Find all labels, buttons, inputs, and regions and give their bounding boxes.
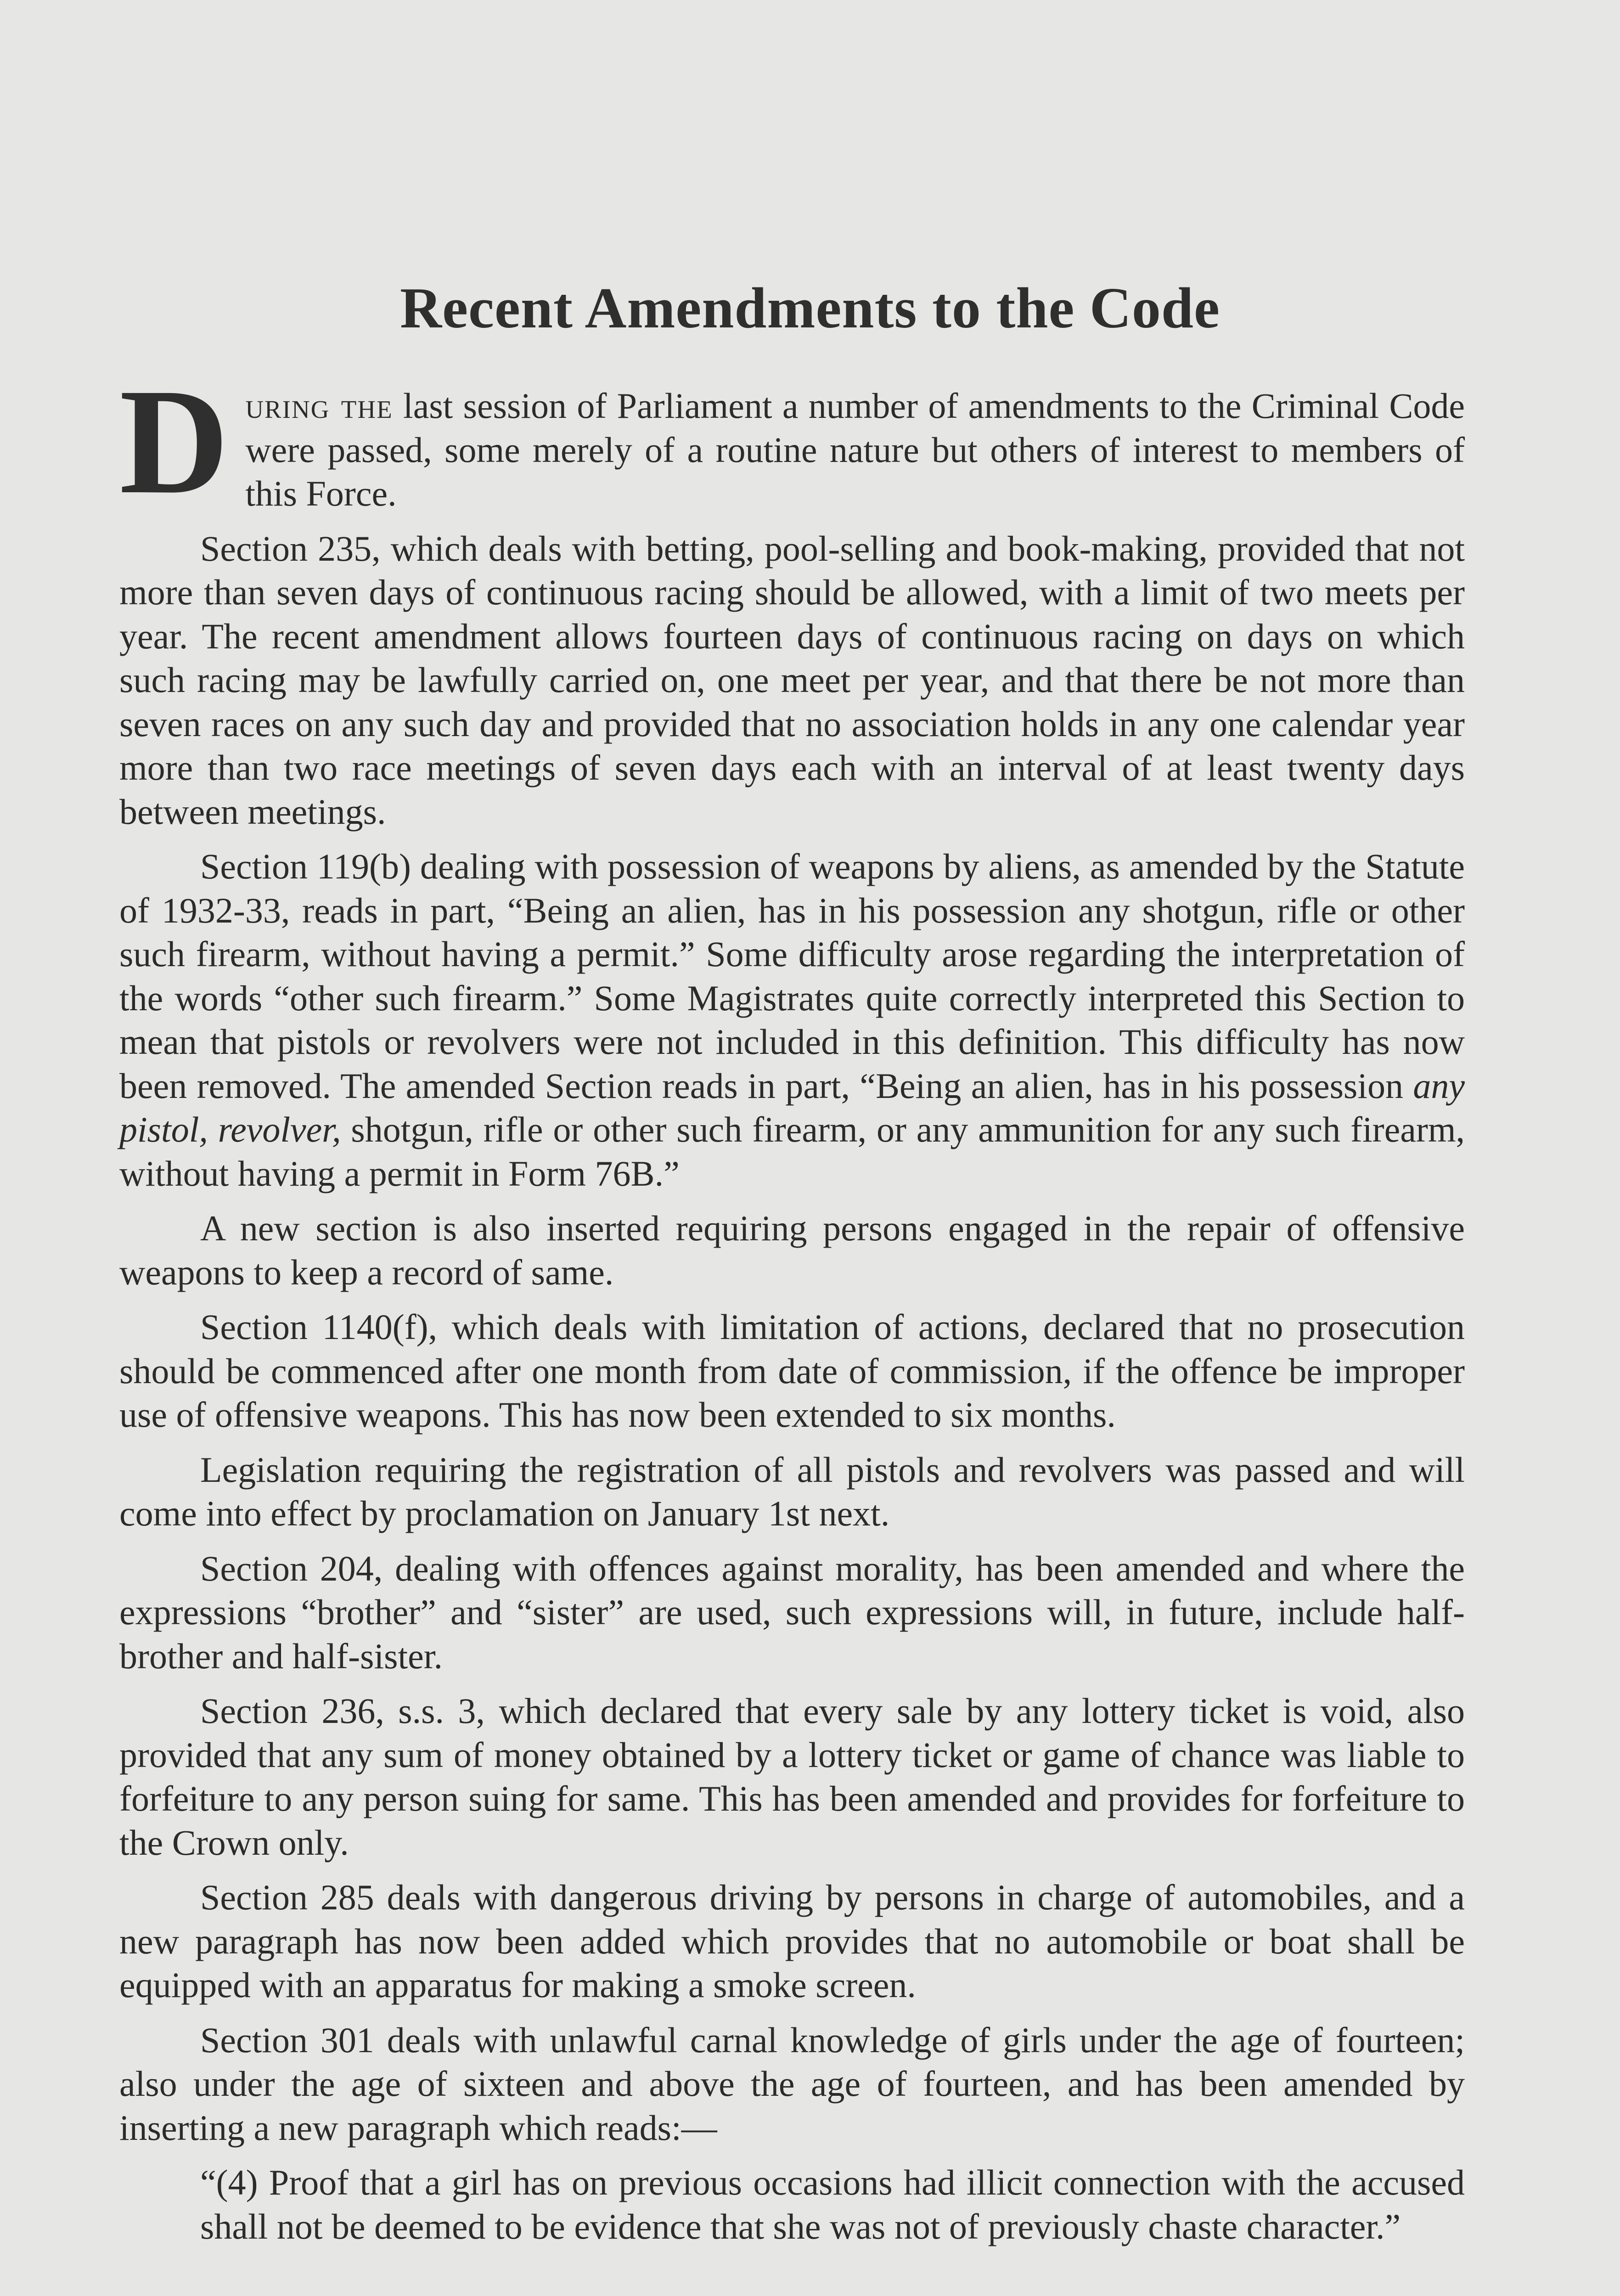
paragraph-repair-records: A new section is also inserted requiring persons engaged in the repair of offensive weapons to keep a record of same. — [119, 1208, 1465, 1292]
paragraph-registration: Legislation requiring the registration of all pistols and revolvers was passed and will come into effect by proclamation on January 1st next. — [119, 1449, 1465, 1533]
article-body — [119, 358, 1465, 2259]
intro-text: last session of Parliament a number of amendments to the Criminal Code were passed, some merely of a routine nature but others of interest to members of this Force. — [245, 386, 1465, 513]
paragraph-section-235: Section 235, which deals with betting, pool-selling and book-making, provided that not more than seven days of continuous racing should be allowed, with a limit of two meets per year. The recent amendment allows fourteen days of continuous racing on days on which such racing may be lawfully carried on, one meet per year, and that there be not more than seven races on any such day and provided that no association holds in any one calendar year more than two race meetings of seven days each with an interval of at least twenty days between meetings. — [119, 528, 1465, 832]
page-title: Recent Amendments to the Code — [400, 276, 1220, 340]
paragraph-section-119 — [119, 844, 1465, 1195]
drop-cap: D — [119, 358, 229, 525]
paragraph-section-1140: Section 1140(f), which deals with limitation of actions, declared that no prosecution should be commenced after one month from date of commission, if the offence be improper use of offensive weapons. This has now been extended to six months. — [119, 1307, 1465, 1435]
quoted-paragraph: “(4) Proof that a girl has on previous occasions had illicit connection with the accused shall not be deemed to be evidence that she was not of previously chaste character.” — [200, 2162, 1465, 2246]
paragraph-section-285: Section 285 deals with dangerous driving by persons in charge of automobiles, and a new paragraph has now been added which provides that no automobile or boat shall be equipped with an apparatus for making a smoke screen. — [119, 1877, 1465, 2005]
paragraph-section-301: Section 301 deals with unlawful carnal knowledge of girls under the age of fourteen; also under the age of sixteen and above the age of fourteen, and has been amended by inserting a new paragraph which reads:— — [119, 2020, 1465, 2148]
intro-paragraph — [119, 358, 1465, 525]
intro-small-caps: uring the — [245, 386, 393, 426]
paragraph-section-236: Section 236, s.s. 3, which declared that every sale by any lottery ticket is void, also provided that any sum of money obtained by a lottery ticket or game of chance was liable to forfeiture to any person suing for same. This has been amended and provides for forfeiture to the Crown only. — [119, 1691, 1465, 1863]
paragraph-section-204: Section 204, dealing with offences against morality, has been amended and where the expressions “brother” and “sister” are used, such expressions will, in future, include half-brother and half-sister. — [119, 1548, 1465, 1676]
section-119-italic: any pistol, revolver, — [119, 1065, 1465, 1149]
section-119-text-end: shotgun, rifle or other such firearm, or any ammunition for any such firearm, without having a permit in Form 76B.” — [119, 1109, 1465, 1193]
section-119-text-start: Section 119(b) dealing with possession of weapons by aliens, as amended by the Statute of 1932-33, reads in part, “Being an alien, has in his possession any shotgun, rifle or other such firearm, without having a permit.” Some difficulty arose regarding the interpretation of the words “other such firearm.” Some Magistrates quite correctly interpreted this Section to mean that pistols or revolvers were not included in this definition. This difficulty has now been removed. The amended Section reads in part, “Being an alien, has in his possession — [119, 846, 1465, 1106]
